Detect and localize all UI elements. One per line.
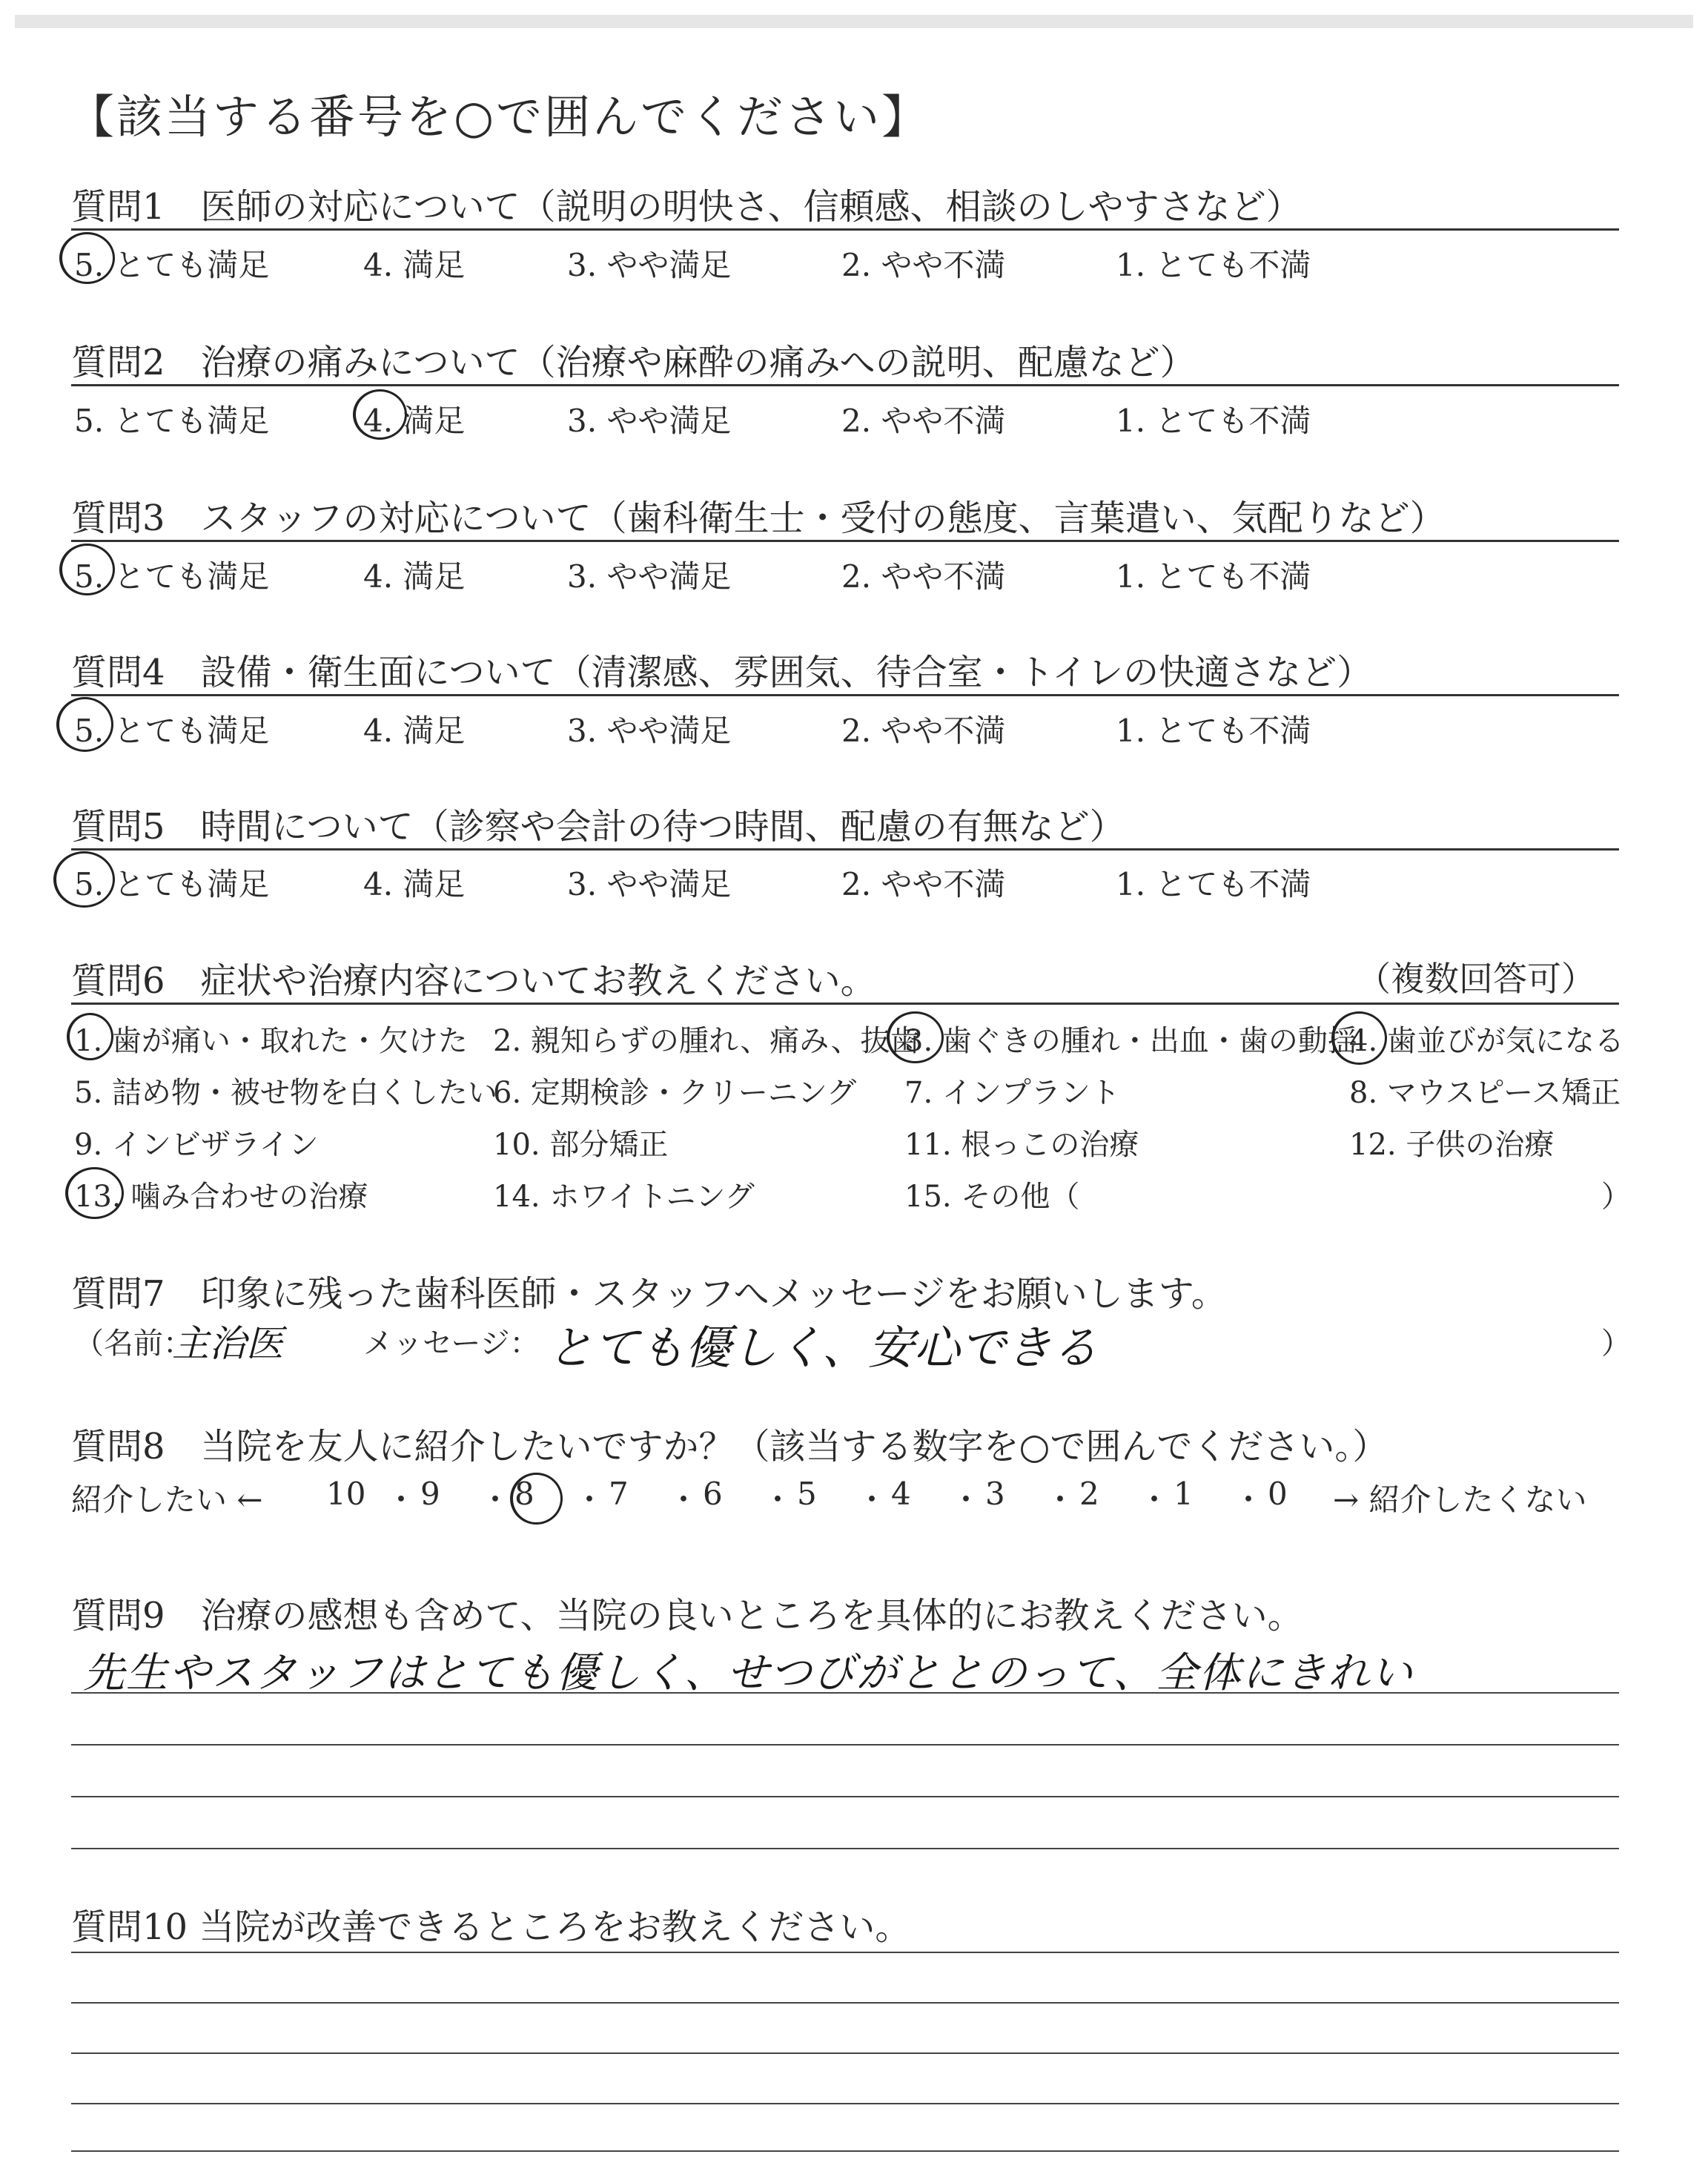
q6-option-12[interactable]: 12. 子供の治療 xyxy=(1349,1128,1555,1162)
q10-answer-line-1 xyxy=(71,1952,1619,1953)
q6-option-10[interactable]: 10. 部分矯正 xyxy=(493,1128,669,1162)
question-1-title: 質問1 医師の対応について（説明の明快さ、信頼感、相談のしやすさなど） xyxy=(71,186,1302,228)
q5-selection-circle xyxy=(53,851,115,908)
q9-answer-line-3 xyxy=(71,1796,1619,1797)
q6-option-7[interactable]: 7. インプラント xyxy=(904,1076,1120,1110)
q3-option-2[interactable]: 2. やや不満 xyxy=(841,558,1006,595)
q1-selection-circle xyxy=(59,232,115,284)
q4-option-3[interactable]: 3. やや満足 xyxy=(567,713,732,749)
q3-option-5[interactable]: 5. とても満足 xyxy=(74,558,270,595)
q6-option-4[interactable]: 4. 歯並びが気になる xyxy=(1349,1024,1624,1058)
scan-edge xyxy=(15,15,1693,28)
q7-name-handwritten[interactable]: 主治医 xyxy=(172,1322,283,1365)
q8-scale-separator: ・ xyxy=(1139,1482,1171,1518)
q7-name-label: （名前： xyxy=(74,1327,193,1361)
q6-option-8[interactable]: 8. マウスピース矯正 xyxy=(1349,1076,1621,1110)
question-10-title: 質問10 当院が改善できるところをお教えください。 xyxy=(71,1906,911,1948)
question-2-title: 質問2 治療の痛みについて（治療や麻酔の痛みへの説明、配慮など） xyxy=(71,342,1196,383)
q8-scale-number[interactable]: 0 xyxy=(1268,1476,1288,1512)
q8-scale-number[interactable]: 7 xyxy=(609,1476,629,1512)
question-4-rule xyxy=(71,694,1619,696)
q5-option-5[interactable]: 5. とても満足 xyxy=(74,866,270,902)
q3-option-1[interactable]: 1. とても不満 xyxy=(1116,558,1311,595)
q8-scale-separator: ・ xyxy=(1045,1482,1076,1518)
q10-answer-line-2 xyxy=(71,2002,1619,2004)
q5-option-1[interactable]: 1. とても不満 xyxy=(1116,866,1311,902)
question-3-title: 質問3 スタッフの対応について（歯科衛生士・受付の態度、言葉遣い、気配りなど） xyxy=(71,498,1446,539)
q10-answer-line-3 xyxy=(71,2052,1619,2054)
question-5-title: 質問5 時間について（診察や会計の待つ時間、配慮の有無など） xyxy=(71,806,1125,848)
q4-option-2[interactable]: 2. やや不満 xyxy=(841,713,1006,749)
question-2-rule xyxy=(71,384,1619,386)
q3-option-3[interactable]: 3. やや満足 xyxy=(567,558,732,595)
q4-option-5[interactable]: 5. とても満足 xyxy=(74,713,270,749)
q1-option-1[interactable]: 1. とても不満 xyxy=(1116,247,1311,283)
q6-option-1[interactable]: 1. 歯が痛い・取れた・欠けた xyxy=(74,1024,468,1058)
q1-option-4[interactable]: 4. 満足 xyxy=(363,247,466,283)
q9-answer-line-2 xyxy=(71,1744,1619,1745)
q6-option-14[interactable]: 14. ホワイトニング xyxy=(493,1180,755,1214)
q6-option-9[interactable]: 9. インビザライン xyxy=(74,1128,319,1162)
q1-option-2[interactable]: 2. やや不満 xyxy=(841,247,1006,283)
question-6-title: 質問6 症状や治療内容についてお教えください。 xyxy=(71,960,876,1002)
q2-option-4[interactable]: 4. 満足 xyxy=(363,403,466,439)
q6-option-15[interactable]: 15. その他（ xyxy=(904,1180,1080,1214)
q8-scale-separator: ・ xyxy=(480,1482,512,1518)
q8-scale-number[interactable]: 4 xyxy=(891,1476,911,1512)
q8-scale-number[interactable]: 3 xyxy=(985,1476,1005,1512)
q10-answer-line-5 xyxy=(71,2150,1619,2152)
q7-message-handwritten[interactable]: とても優しく、安心できる xyxy=(547,1321,1098,1375)
q9-answer-handwritten[interactable]: 先生やスタッフはとても優しく、せつびがととのって、全体にきれい xyxy=(83,1649,1414,1697)
q8-scale-separator: ・ xyxy=(762,1482,794,1518)
q6-other-close-paren: ） xyxy=(1601,1180,1631,1214)
question-9-title: 質問9 治療の感想も含めて、当院の良いところを具体的にお教えください。 xyxy=(71,1595,1303,1636)
q3-selection-circle xyxy=(59,544,115,595)
page-title: 【該当する番号を○で囲んでください】 xyxy=(68,90,930,144)
q8-right-label: → 紹介したくない xyxy=(1333,1482,1587,1518)
q5-option-4[interactable]: 4. 満足 xyxy=(363,866,466,902)
q3-option-4[interactable]: 4. 満足 xyxy=(363,558,466,595)
q2-option-5[interactable]: 5. とても満足 xyxy=(74,403,270,439)
q9-answer-line-1 xyxy=(71,1692,1619,1694)
q4-option-4[interactable]: 4. 満足 xyxy=(363,713,466,749)
q6-selection-circle-3 xyxy=(887,1011,944,1063)
q8-scale-number[interactable]: 5 xyxy=(797,1476,817,1512)
q7-close-paren: ） xyxy=(1601,1327,1631,1361)
question-6-rule xyxy=(71,1003,1619,1005)
q8-scale-separator: ・ xyxy=(668,1482,700,1518)
q6-option-2[interactable]: 2. 親知らずの腫れ、痛み、抜歯 xyxy=(493,1024,920,1058)
q6-selection-circle-4 xyxy=(1331,1011,1387,1065)
q10-answer-line-4 xyxy=(71,2103,1619,2104)
q8-scale-separator: ・ xyxy=(385,1482,417,1518)
q8-scale-separator: ・ xyxy=(574,1482,606,1518)
q2-option-3[interactable]: 3. やや満足 xyxy=(567,403,732,439)
q1-option-5[interactable]: 5. とても満足 xyxy=(74,247,270,283)
q8-scale-separator: ・ xyxy=(856,1482,888,1518)
q6-selection-circle-1 xyxy=(67,1013,113,1060)
q5-option-2[interactable]: 2. やや不満 xyxy=(841,866,1006,902)
q2-selection-circle xyxy=(353,389,407,440)
q2-option-1[interactable]: 1. とても不満 xyxy=(1116,403,1311,439)
question-4-title: 質問4 設備・衛生面について（清潔感、雰囲気、待合室・トイレの快適さなど） xyxy=(71,652,1373,693)
q6-option-6[interactable]: 6. 定期検診・クリーニング xyxy=(493,1076,857,1110)
q1-option-3[interactable]: 3. やや満足 xyxy=(567,247,732,283)
q2-option-2[interactable]: 2. やや不満 xyxy=(841,403,1006,439)
q8-scale-number[interactable]: 6 xyxy=(703,1476,723,1512)
q8-scale-separator: ・ xyxy=(950,1482,982,1518)
q8-scale-number[interactable]: 1 xyxy=(1174,1476,1194,1512)
q8-scale-separator: ・ xyxy=(1233,1482,1265,1518)
q6-option-5[interactable]: 5. 詰め物・被せ物を白くしたい xyxy=(74,1076,497,1110)
q5-option-3[interactable]: 3. やや満足 xyxy=(567,866,732,902)
multiple-answers-note: （複数回答可） xyxy=(1357,959,1595,999)
q6-option-13[interactable]: 13. 噛み合わせの治療 xyxy=(74,1180,368,1214)
q7-message-label: メッセージ： xyxy=(363,1327,540,1361)
q8-scale-number[interactable]: 8 xyxy=(514,1476,534,1512)
question-5-rule xyxy=(71,848,1619,851)
question-7-title: 質問7 印象に残った歯科医師・スタッフへメッセージをお願いします。 xyxy=(71,1273,1227,1315)
q8-left-label: 紹介したい ← xyxy=(71,1482,263,1518)
question-1-rule xyxy=(71,228,1619,231)
q4-selection-circle xyxy=(56,697,113,752)
q6-selection-circle-13 xyxy=(65,1167,124,1219)
q6-option-3[interactable]: 3. 歯ぐきの腫れ・出血・歯の動揺 xyxy=(904,1024,1357,1058)
q8-scale-number[interactable]: 2 xyxy=(1079,1476,1099,1512)
q8-scale-number[interactable]: 10 xyxy=(326,1476,366,1512)
q8-scale-number[interactable]: 9 xyxy=(420,1476,440,1512)
question-8-title: 質問8 当院を友人に紹介したいですか？（該当する数字を○で囲んでください。） xyxy=(71,1426,1388,1467)
q4-option-1[interactable]: 1. とても不満 xyxy=(1116,713,1311,749)
q6-option-11[interactable]: 11. 根っこの治療 xyxy=(904,1128,1139,1162)
q9-answer-line-4 xyxy=(71,1848,1619,1849)
question-3-rule xyxy=(71,540,1619,542)
